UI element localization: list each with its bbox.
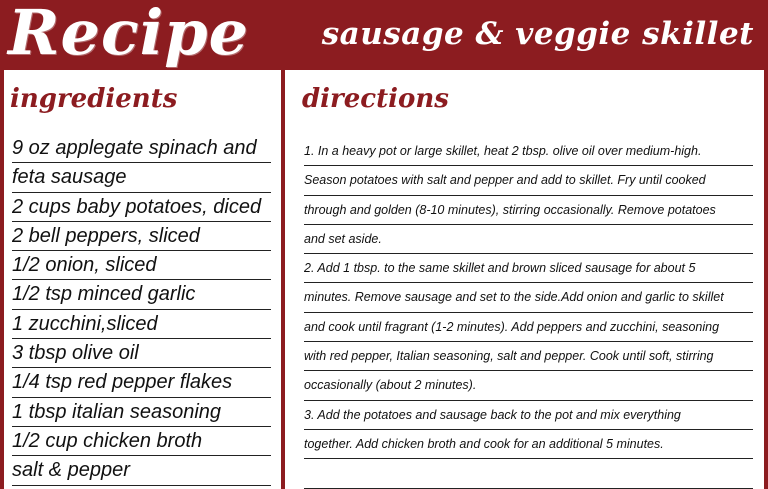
direction-line: through and golden (8-10 minutes), stirring occasionally. Remove potatoes (304, 196, 753, 225)
directions-heading: directions (302, 84, 449, 114)
ingredient-line: 1/2 tsp minced garlic (12, 280, 271, 309)
direction-line: 2. Add 1 tbsp. to the same skillet and brown sliced sausage for about 5 (304, 254, 753, 283)
direction-line: and set aside. (304, 225, 753, 254)
ingredient-line: 1 zucchini,sliced (12, 310, 271, 339)
direction-line: minutes. Remove sausage and set to the side.Add onion and garlic to skillet (304, 283, 753, 312)
ingredient-line: 1/2 cup chicken broth (12, 427, 271, 456)
recipe-name: sausage & veggie skillet (321, 16, 754, 52)
direction-line: Season potatoes with salt and pepper and add to skillet. Fry until cooked (304, 166, 753, 195)
direction-line: with red pepper, Italian seasoning, salt and pepper. Cook until soft, stirring (304, 342, 753, 371)
ingredient-line: 2 cups baby potatoes, diced (12, 193, 271, 222)
column-divider (281, 70, 285, 489)
direction-line: 1. In a heavy pot or large skillet, heat 2 tbsp. olive oil over medium-high. (304, 137, 753, 166)
direction-line: occasionally (about 2 minutes). (304, 371, 753, 400)
ingredient-line: salt & pepper (12, 456, 271, 485)
ingredient-line: 1/4 tsp red pepper flakes (12, 368, 271, 397)
ingredient-line: 1/2 onion, sliced (12, 251, 271, 280)
ingredient-line: 2 bell peppers, sliced (12, 222, 271, 251)
direction-line: together. Add chicken broth and cook for an additional 5 minutes. (304, 430, 753, 459)
direction-line: 3. Add the potatoes and sausage back to the pot and mix everything (304, 401, 753, 430)
ingredient-line: 9 oz applegate spinach and (12, 134, 271, 163)
recipe-card-title: Recipe (8, 0, 250, 69)
direction-line (304, 459, 753, 488)
header-banner (0, 0, 768, 70)
directions-list (304, 137, 753, 489)
direction-line: and cook until fragrant (1-2 minutes). Add peppers and zucchini, seasoning (304, 313, 753, 342)
ingredient-line: 3 tbsp olive oil (12, 339, 271, 368)
ingredients-heading: ingredients (10, 84, 178, 114)
ingredient-line: 1 tbsp italian seasoning (12, 398, 271, 427)
ingredients-list (12, 134, 271, 486)
ingredient-line: feta sausage (12, 163, 271, 192)
